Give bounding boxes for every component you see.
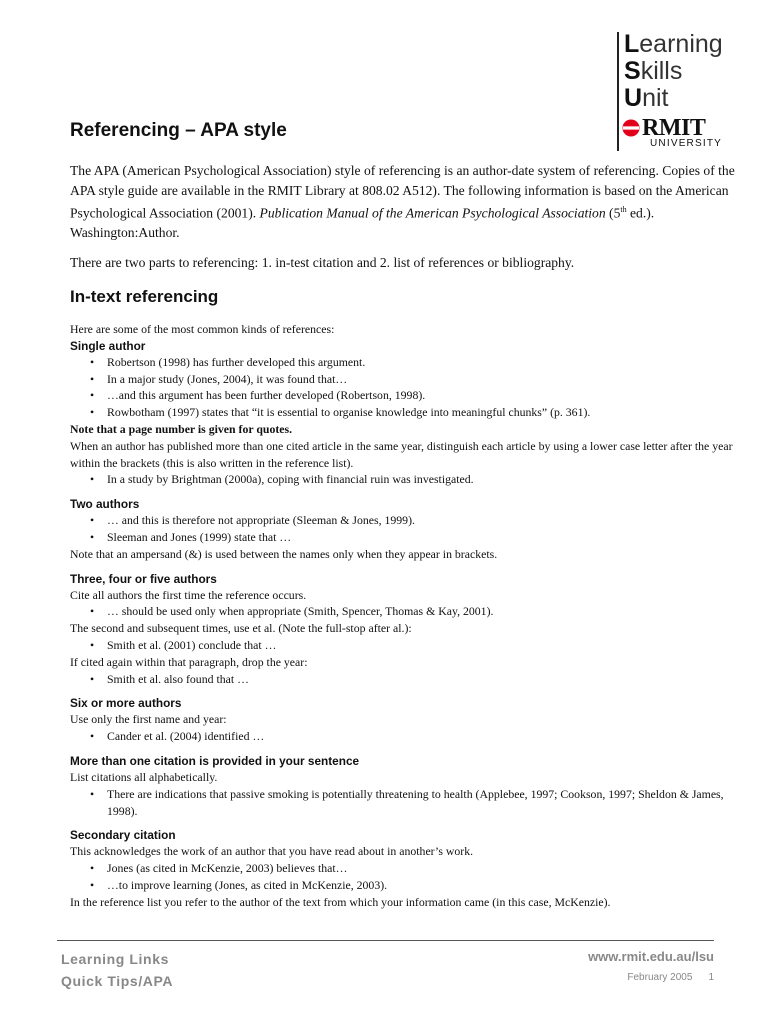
secondary-citation-closing: In the reference list you refer to the author of the text from which your information came (in this case, McKenzie). [70,894,611,909]
list-item: • … should be used only when appropriate (Smith, Spencer, Thomas & Kay, 2001). [107,603,750,620]
footer-divider [57,940,714,941]
multiple-citation-list [70,786,750,820]
list-item: • Jones (as cited in McKenzie, 2003) believes that… [107,860,750,877]
parts-paragraph: There are two parts to referencing: 1. in-test citation and 2. list of references or bibliography. [70,255,575,270]
footer-date: February 2005 [627,972,693,983]
same-year-note: When an author has published more than one cited article in the same year, distinguish each article by using a lower case letter after the year within the brackets (this is also written in the reference list). [70,438,733,470]
footer-date-page [627,972,714,983]
lead-text: Here are some of the most common kinds of references: [70,322,335,336]
intro-paragraph: The APA (American Psychological Association) style of referencing is an author-date system of referencing. Copies of the APA style guide are available in the RMIT Library at 808.02 A512). The following information is based on the American Psychological Association (2001). Publication Manual of the American Psychological Association (5th ed.). Washington:Author. [70,163,735,241]
list-item: • Rowbotham (1997) states that “it is essential to organise knowledge into meaningful chunks” (p. 361). [107,404,750,421]
logo-learning: Learning [624,30,723,58]
list-item: • Smith et al. also found that … [107,671,750,688]
single-author-heading: Single author [70,338,146,353]
footer-learning-links: Learning Links [61,951,169,967]
rmit-wordmark: RMIT [642,115,706,141]
single-author-list [70,354,750,421]
list-item: • There are indications that passive smoking is potentially threatening to health (Applebee, 1997; Cookson, 1997; Sheldon & James, 1998). [107,786,750,820]
three-authors-text-1: Cite all authors the first time the reference occurs. [70,587,307,602]
list-item: • In a study by Brightman (2000a), coping with financial ruin was investigated. [107,471,750,488]
secondary-citation-text: This acknowledges the work of an author that you have read about in another’s work. [70,844,474,859]
list-item: • In a major study (Jones, 2004), it was found that… [107,371,750,388]
six-authors-heading: Six or more authors [70,696,182,711]
rmit-university-label: UNIVERSITY [650,138,723,149]
list-item: • Sleeman and Jones (1999) state that … [107,529,750,546]
multiple-citation-text: List citations all alphabetically. [70,769,218,784]
two-authors-list [70,512,750,546]
secondary-citation-list [70,860,750,894]
section-heading: In-text referencing [70,287,219,306]
page-title: Referencing – APA style [70,120,287,141]
intext-content [70,321,750,911]
rmit-star-icon [622,119,640,137]
secondary-citation-heading: Secondary citation [70,828,176,843]
logo-skills: Skills [624,57,683,85]
three-authors-list-3 [70,671,750,688]
list-item: • Cander et al. (2004) identified … [107,728,750,745]
list-item: • …to improve learning (Jones, as cited in McKenzie, 2003). [107,877,750,894]
three-authors-heading: Three, four or five authors [70,571,217,586]
three-authors-text-3: If cited again within that paragraph, drop the year: [70,654,308,669]
three-authors-text-2: The second and subsequent times, use et al. (Note the full-stop after al.): [70,621,412,636]
six-authors-list [70,728,750,745]
logo-unit: Unit [624,84,669,112]
quote-note: Note that a page number is given for quotes. [70,421,293,436]
ampersand-note: Note that an ampersand (&) is used between the names only when they appear in brackets. [70,546,498,561]
six-authors-text: Use only the first name and year: [70,712,227,727]
footer-quick-tips: Quick Tips/APA [61,973,174,989]
list-item: • Smith et al. (2001) conclude that … [107,637,750,654]
two-authors-heading: Two authors [70,497,140,512]
same-year-list [70,471,750,488]
list-item: • … and this is therefore not appropriate (Sleeman & Jones, 1999). [107,512,750,529]
list-item: • …and this argument has been further developed (Robertson, 1998). [107,387,750,404]
list-item: • Robertson (1998) has further developed this argument. [107,354,750,371]
footer-url-link[interactable]: www.rmit.edu.au/lsu [588,949,714,964]
multiple-citation-heading: More than one citation is provided in your sentence [70,753,360,768]
logo-divider [617,32,619,151]
three-authors-list-1 [70,603,750,620]
three-authors-list-2 [70,637,750,654]
page-number: 1 [708,972,714,983]
